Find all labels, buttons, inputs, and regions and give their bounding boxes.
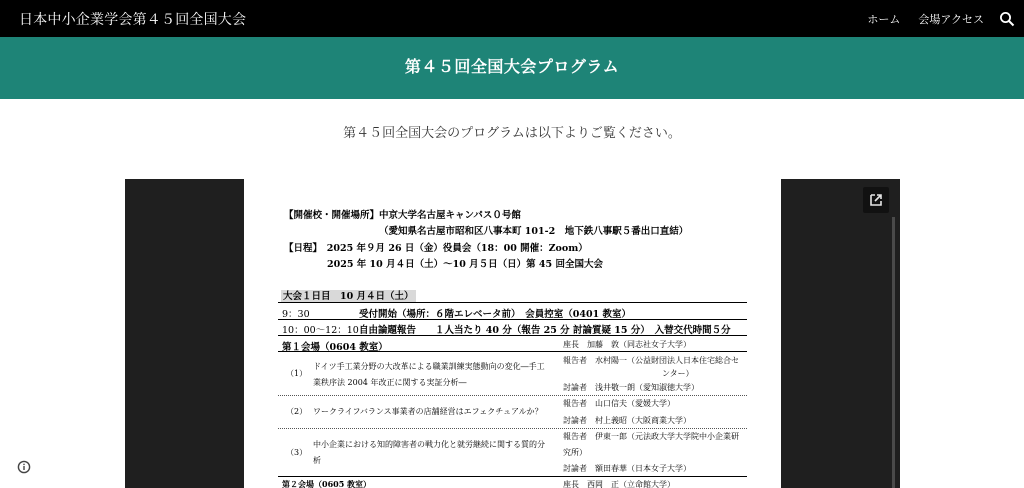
page-title: 第４５回全国大会プログラム bbox=[404, 57, 620, 76]
paper1-reporter: 報告者 水村陽一（公益財団法人日本住宅総合セ bbox=[563, 356, 739, 365]
paper3-reporter-2: 究所） bbox=[563, 448, 587, 457]
nav-access[interactable]: 会場アクセス bbox=[918, 13, 984, 26]
room2-chair: 座長 西岡 正（立命館大学） bbox=[563, 480, 675, 488]
paper2-number: （2） bbox=[286, 407, 308, 416]
intro-text: 第４５回全国大会のプログラムは以下よりご覧ください。 bbox=[343, 126, 681, 141]
paper3-title: 中小企業における知的障害者の戦力化と就労継続に関する質的分 bbox=[313, 440, 545, 449]
page-banner bbox=[0, 37, 1024, 99]
viewer-scrollbar[interactable] bbox=[892, 217, 895, 488]
room1-heading: 第１会場（0604 教室） bbox=[282, 342, 388, 353]
nav-home[interactable]: ホーム bbox=[867, 13, 901, 26]
info-icon[interactable] bbox=[17, 460, 31, 474]
row1-time: 9：30 bbox=[282, 309, 310, 320]
room2-heading: 第２会場（0605 教室） bbox=[282, 479, 372, 488]
paper3-reporter: 報告者 伊東一郎（元法政大学大学院中小企業研 bbox=[563, 432, 739, 441]
divider bbox=[278, 428, 747, 429]
paper1-reporter-2: ンター） bbox=[662, 369, 694, 378]
search-icon[interactable] bbox=[999, 11, 1015, 27]
schedule-line: 【日程】 2025 年９月 26 日（金）役員会（18：00 開催：Zoom） bbox=[284, 243, 588, 254]
document-viewer[interactable] bbox=[125, 179, 900, 488]
divider bbox=[278, 395, 747, 396]
paper1-title: ドイツ手工業分野の大改革による職業訓練実態動向の変化―手工 bbox=[313, 362, 545, 371]
divider bbox=[278, 302, 747, 303]
top-bar bbox=[0, 0, 1024, 37]
main-nav bbox=[867, 11, 984, 27]
paper2-title: ワークライフバランス事業者の店舗経営はエフェクチュアルか？ bbox=[313, 407, 543, 416]
address-line: （愛知県名古屋市昭和区八事本町 101-2 地下鉄八事駅５番出口直結） bbox=[379, 226, 689, 237]
schedule-line-2: 2025 年 10 月４日（土）〜10 月５日（日）第 45 回全国大会 bbox=[327, 259, 603, 270]
day1-heading: 大会１日目 10 月４日（土） bbox=[283, 291, 414, 302]
paper3-number: （3） bbox=[286, 448, 308, 457]
paper3-discussant: 討論者 額田春華（日本女子大学） bbox=[563, 464, 691, 473]
row2-time: 10：00〜12：10 bbox=[282, 325, 359, 336]
paper2-reporter: 報告者 山口信夫（愛媛大学） bbox=[563, 399, 675, 408]
divider bbox=[278, 476, 747, 477]
divider bbox=[278, 319, 747, 320]
paper1-number: （1） bbox=[286, 369, 308, 378]
paper1-discussant: 討論者 浅井敬一朗（愛知淑徳大学） bbox=[563, 383, 699, 392]
row2-text: 自由論題報告 １人当たり 40 分（報告 25 分 討論質疑 15 分） 入替交代時間５分 bbox=[359, 325, 731, 336]
divider bbox=[278, 351, 747, 352]
paper3-title-2: 析 bbox=[313, 456, 321, 465]
row1-text: 受付開始（場所：６階エレベータ前） 会員控室（0401 教室） bbox=[359, 309, 631, 320]
divider bbox=[278, 335, 747, 336]
site-title[interactable]: 日本中小企業学会第４５回全国大会 bbox=[19, 12, 247, 28]
paper2-discussant: 討論者 村上義昭（大阪商業大学） bbox=[563, 416, 691, 425]
room1-chair: 座長 加藤 敦（同志社女子大学） bbox=[563, 340, 691, 349]
open-in-new-icon[interactable] bbox=[863, 187, 889, 213]
document-page bbox=[244, 179, 781, 488]
venue-line: 【開催校・開催場所】中京大学名古屋キャンパス０号館 bbox=[284, 210, 521, 221]
paper1-title-2: 業秩序法 2004 年改正に関する実証分析― bbox=[313, 378, 467, 387]
